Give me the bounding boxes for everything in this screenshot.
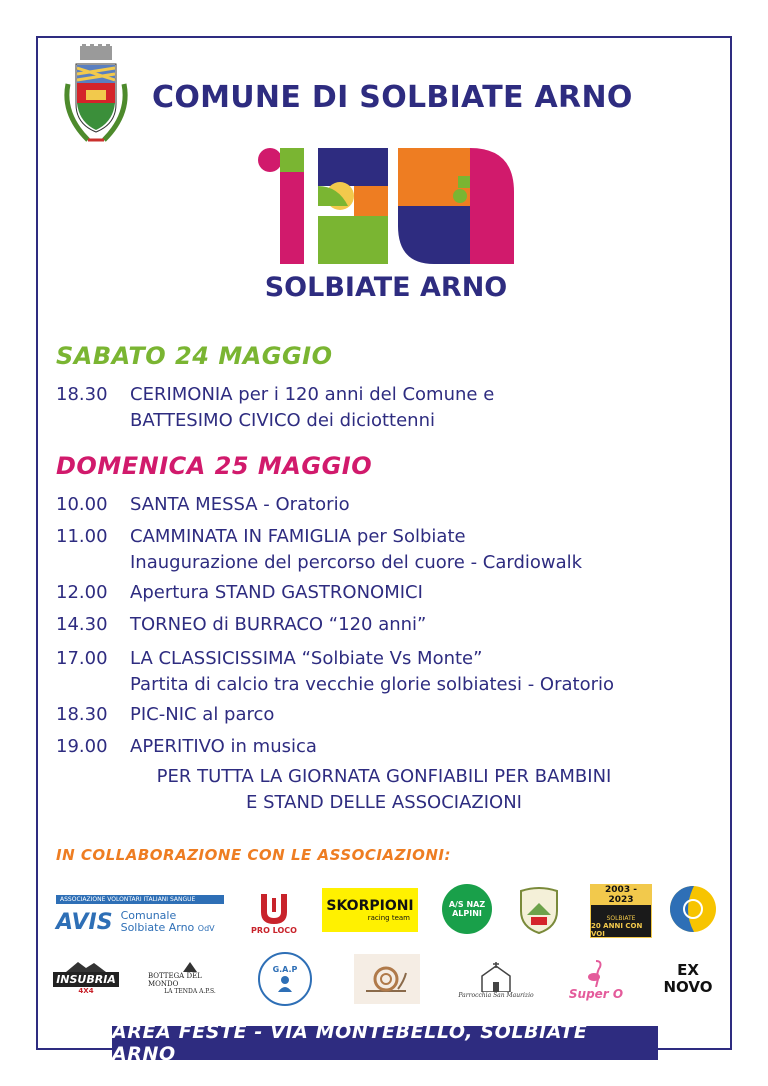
proloco-icon xyxy=(257,892,291,926)
gap-logo xyxy=(258,952,312,1006)
saturday-title: SABATO 24 MAGGIO xyxy=(56,342,333,370)
super-o-logo xyxy=(568,956,624,1004)
anniversary-2003-logo xyxy=(590,884,652,938)
all-day-note: E STAND DELLE ASSOCIAZIONI xyxy=(246,792,522,813)
avis-line2: Solbiate Arno xyxy=(120,921,195,934)
avis-banner: ASSOCIAZIONE VOLONTARI ITALIANI SANGUE xyxy=(56,895,224,904)
anni-line3: 20 ANNI CON VOI xyxy=(591,921,643,938)
comune-title: COMUNE DI SOLBIATE ARNO xyxy=(152,80,633,115)
proloco-label: PRO LOCO xyxy=(251,925,297,935)
event-description: Apertura STAND GASTRONOMICI xyxy=(130,582,423,603)
skorpioni-label: SKORPIONI xyxy=(326,898,414,914)
alpini-label: A/S NAZ ALPINI xyxy=(448,900,486,918)
event-description: PIC-NIC al parco xyxy=(130,704,275,725)
event-description: APERITIVO in musica xyxy=(130,736,317,757)
exnovo-logo xyxy=(660,958,716,1000)
insubria-label: INSUBRIA xyxy=(53,972,119,987)
volley-logo xyxy=(670,886,716,932)
location-text: AREA FESTE - VIA MONTEBELLO, SOLBIATE ARNO xyxy=(112,1021,588,1065)
event-time: 17.00 xyxy=(56,648,108,669)
sunday-title: DOMENICA 25 MAGGIO xyxy=(56,452,373,480)
snail-icon xyxy=(362,961,412,997)
bottega-logo xyxy=(148,960,232,996)
insubria-logo xyxy=(56,960,116,996)
super-label: Super O xyxy=(568,987,624,1001)
event-time: 18.30 xyxy=(56,384,108,405)
ball-icon xyxy=(670,886,716,932)
people-icon xyxy=(275,974,295,994)
event-time: 10.00 xyxy=(56,494,108,515)
exnovo-line2: NOVO xyxy=(663,978,713,996)
club-shield-logo xyxy=(514,884,564,936)
parrocchia-logo xyxy=(454,956,538,1004)
event-description: CERIMONIA per i 120 anni del Comune e xyxy=(130,384,495,405)
event-description: CAMMINATA IN FAMIGLIA per Solbiate xyxy=(130,526,466,547)
event-description: LA CLASSICISSIMA “Solbiate Vs Monte” xyxy=(130,648,483,669)
avis-line1: Comunale xyxy=(120,909,177,922)
event-time: 19.00 xyxy=(56,736,108,757)
shield-icon xyxy=(517,885,561,935)
event-description: Inaugurazione del percorso del cuore - Cardiowalk xyxy=(130,552,583,573)
gap-label: G.A.P xyxy=(272,964,298,974)
flamingo-icon xyxy=(586,959,606,987)
parrocchia-label: Parrocchia San Maurizio xyxy=(458,991,534,999)
insubria-sub: 4X4 xyxy=(78,986,94,995)
exnovo-line1: EX xyxy=(677,961,699,979)
event-description: Partita di calcio tra vecchie glorie solbiatesi - Oratorio xyxy=(130,674,615,695)
event-description: TORNEO di BURRACO “120 anni” xyxy=(130,614,427,635)
event-time: 11.00 xyxy=(56,526,108,547)
avis-mark: AVIS xyxy=(56,910,113,935)
bottega-line2: LA TENDA A.P.S. xyxy=(164,987,216,995)
avis-suffix: OdV xyxy=(197,924,215,933)
municipal-crest-icon xyxy=(58,44,134,148)
tent-icon xyxy=(183,962,197,972)
church-icon xyxy=(478,962,514,992)
event-time: 12.00 xyxy=(56,582,108,603)
logo-subtitle: SOLBIATE ARNO xyxy=(264,272,508,303)
skorpioni-logo xyxy=(322,888,418,932)
anni-line2: SOLBIATE xyxy=(606,914,636,922)
skorpioni-sub: racing team xyxy=(367,914,410,922)
location-footer xyxy=(112,1021,658,1065)
snail-logo xyxy=(354,954,420,1004)
proloco-logo xyxy=(246,884,302,942)
all-day-note: PER TUTTA LA GIORNATA GONFIABILI PER BAMBINI xyxy=(156,766,612,787)
bottega-line1: BOTTEGA DEL MONDO xyxy=(148,971,202,988)
mountain-icon xyxy=(66,962,106,972)
collaboration-title: IN COLLABORAZIONE CON LE ASSOCIAZIONI: xyxy=(56,846,451,864)
event-description: SANTA MESSA - Oratorio xyxy=(130,494,350,515)
anniversary-120-logo xyxy=(258,146,514,264)
event-description: BATTESIMO CIVICO dei diciottenni xyxy=(130,410,435,431)
anni-line1: 2003 - 2023 xyxy=(591,885,651,905)
event-time: 18.30 xyxy=(56,704,108,725)
avis-logo xyxy=(56,890,232,940)
alpini-logo xyxy=(442,884,492,934)
event-time: 14.30 xyxy=(56,614,108,635)
